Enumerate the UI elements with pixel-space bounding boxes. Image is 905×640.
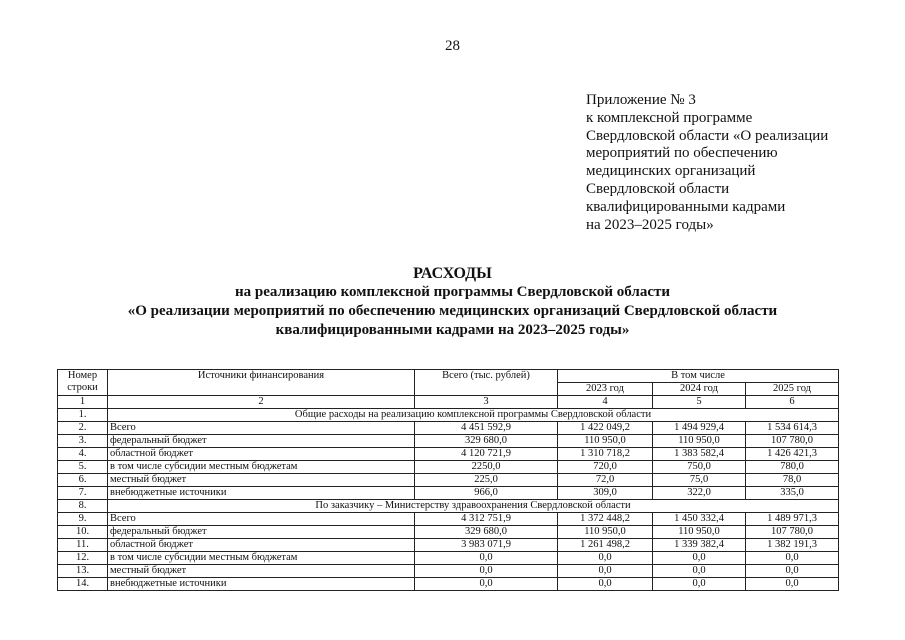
total-cell: 4 120 721,9 bbox=[415, 448, 558, 461]
header-2024: 2024 год bbox=[653, 383, 746, 396]
row-number-cell: 14. bbox=[58, 578, 108, 591]
total-cell: 2250,0 bbox=[415, 461, 558, 474]
source-cell: внебюджетные источники bbox=[108, 487, 415, 500]
table-row bbox=[58, 513, 839, 526]
header-including: В том числе bbox=[558, 370, 839, 383]
title-line: на реализацию комплексной программы Свердловской области bbox=[234, 284, 671, 300]
year-2024-cell: 75,0 bbox=[653, 474, 746, 487]
source-cell: местный бюджет bbox=[108, 474, 415, 487]
year-2023-cell: 309,0 bbox=[558, 487, 653, 500]
table-row bbox=[58, 435, 839, 448]
total-cell: 329 680,0 bbox=[415, 526, 558, 539]
page-number: 28 bbox=[445, 38, 460, 54]
appendix-line: на 2023–2025 годы» bbox=[586, 216, 714, 233]
total-cell: 329 680,0 bbox=[415, 435, 558, 448]
source-cell: местный бюджет bbox=[108, 565, 415, 578]
appendix-line: квалифицированными кадрами bbox=[586, 198, 786, 215]
table-row bbox=[58, 474, 839, 487]
year-2025-cell: 780,0 bbox=[746, 461, 839, 474]
table-row bbox=[58, 461, 839, 474]
total-cell: 4 451 592,9 bbox=[415, 422, 558, 435]
year-2025-cell: 1 489 971,3 bbox=[746, 513, 839, 526]
year-2025-cell: 0,0 bbox=[746, 552, 839, 565]
year-2025-cell: 107 780,0 bbox=[746, 526, 839, 539]
table-section-row bbox=[58, 409, 839, 422]
year-2025-cell: 1 534 614,3 bbox=[746, 422, 839, 435]
appendix-line: Свердловской области bbox=[586, 180, 730, 197]
year-2025-cell: 1 382 191,3 bbox=[746, 539, 839, 552]
header-source: Источники финансирования bbox=[108, 370, 415, 396]
table-row bbox=[58, 565, 839, 578]
table-body bbox=[58, 409, 839, 591]
row-number-cell: 13. bbox=[58, 565, 108, 578]
table-row bbox=[58, 578, 839, 591]
appendix-line: к комплексной программе bbox=[586, 109, 753, 126]
table-row bbox=[58, 422, 839, 435]
year-2025-cell: 1 426 421,3 bbox=[746, 448, 839, 461]
year-2023-cell: 72,0 bbox=[558, 474, 653, 487]
source-cell: областной бюджет bbox=[108, 448, 415, 461]
year-2023-cell: 1 422 049,2 bbox=[558, 422, 653, 435]
table-row bbox=[58, 487, 839, 500]
total-cell: 0,0 bbox=[415, 552, 558, 565]
year-2024-cell: 0,0 bbox=[653, 578, 746, 591]
section-title-cell: По заказчику – Министерству здравоохранения Свердловской области bbox=[108, 500, 839, 513]
row-number-cell: 6. bbox=[58, 474, 108, 487]
header-total: Всего (тыс. рублей) bbox=[415, 370, 558, 396]
header-2025: 2025 год bbox=[746, 383, 839, 396]
year-2024-cell: 750,0 bbox=[653, 461, 746, 474]
appendix-line: медицинских организаций bbox=[586, 163, 756, 180]
column-number: 2 bbox=[108, 396, 415, 409]
appendix-line: Свердловской области «О реализации bbox=[586, 127, 829, 144]
year-2024-cell: 0,0 bbox=[653, 565, 746, 578]
year-2023-cell: 110 950,0 bbox=[558, 435, 653, 448]
year-2024-cell: 1 494 929,4 bbox=[653, 422, 746, 435]
year-2024-cell: 1 450 332,4 bbox=[653, 513, 746, 526]
row-number-cell: 10. bbox=[58, 526, 108, 539]
appendix-line: мероприятий по обеспечению bbox=[586, 145, 778, 162]
total-cell: 4 312 751,9 bbox=[415, 513, 558, 526]
year-2023-cell: 1 310 718,2 bbox=[558, 448, 653, 461]
year-2023-cell: 1 261 498,2 bbox=[558, 539, 653, 552]
row-number-cell: 5. bbox=[58, 461, 108, 474]
year-2024-cell: 110 950,0 bbox=[653, 526, 746, 539]
table-row bbox=[58, 552, 839, 565]
year-2025-cell: 107 780,0 bbox=[746, 435, 839, 448]
table-row bbox=[58, 448, 839, 461]
column-number: 5 bbox=[653, 396, 746, 409]
year-2025-cell: 78,0 bbox=[746, 474, 839, 487]
total-cell: 0,0 bbox=[415, 578, 558, 591]
year-2023-cell: 0,0 bbox=[558, 552, 653, 565]
document-title bbox=[0, 264, 905, 340]
row-number-cell: 2. bbox=[58, 422, 108, 435]
appendix-note bbox=[586, 92, 828, 234]
year-2024-cell: 0,0 bbox=[653, 552, 746, 565]
source-cell: федеральный бюджет bbox=[108, 526, 415, 539]
appendix-line: Приложение № 3 bbox=[586, 92, 696, 108]
header-2023: 2023 год bbox=[558, 383, 653, 396]
year-2023-cell: 0,0 bbox=[558, 565, 653, 578]
year-2025-cell: 0,0 bbox=[746, 565, 839, 578]
year-2024-cell: 110 950,0 bbox=[653, 435, 746, 448]
section-title-cell: Общие расходы на реализацию комплексной программы Свердловской области bbox=[108, 409, 839, 422]
source-cell: в том числе субсидии местным бюджетам bbox=[108, 552, 415, 565]
source-cell: внебюджетные источники bbox=[108, 578, 415, 591]
source-cell: Всего bbox=[108, 513, 415, 526]
source-cell: федеральный бюджет bbox=[108, 435, 415, 448]
title-line: «О реализации мероприятий по обеспечению медицинских организаций Свердловской области bbox=[127, 303, 778, 319]
row-number-cell: 1. bbox=[58, 409, 108, 422]
column-number: 4 bbox=[558, 396, 653, 409]
table-row bbox=[58, 526, 839, 539]
column-number: 3 bbox=[415, 396, 558, 409]
row-number-cell: 9. bbox=[58, 513, 108, 526]
year-2023-cell: 110 950,0 bbox=[558, 526, 653, 539]
row-number-cell: 8. bbox=[58, 500, 108, 513]
year-2023-cell: 1 372 448,2 bbox=[558, 513, 653, 526]
source-cell: в том числе субсидии местным бюджетам bbox=[108, 461, 415, 474]
header-row-number: Номер строки bbox=[58, 370, 108, 396]
table-section-row bbox=[58, 500, 839, 513]
year-2024-cell: 1 339 382,4 bbox=[653, 539, 746, 552]
row-number-cell: 12. bbox=[58, 552, 108, 565]
title-line: квалифицированными кадрами на 2023–2025 годы» bbox=[275, 322, 630, 338]
column-number: 1 bbox=[58, 396, 108, 409]
year-2025-cell: 335,0 bbox=[746, 487, 839, 500]
source-cell: Всего bbox=[108, 422, 415, 435]
title-main: РАСХОДЫ bbox=[413, 265, 492, 282]
total-cell: 3 983 071,9 bbox=[415, 539, 558, 552]
year-2025-cell: 0,0 bbox=[746, 578, 839, 591]
table-row bbox=[58, 539, 839, 552]
year-2023-cell: 0,0 bbox=[558, 578, 653, 591]
year-2024-cell: 1 383 582,4 bbox=[653, 448, 746, 461]
year-2023-cell: 720,0 bbox=[558, 461, 653, 474]
year-2024-cell: 322,0 bbox=[653, 487, 746, 500]
row-number-cell: 11. bbox=[58, 539, 108, 552]
expenses-table bbox=[57, 369, 839, 591]
row-number-cell: 7. bbox=[58, 487, 108, 500]
column-number: 6 bbox=[746, 396, 839, 409]
row-number-cell: 3. bbox=[58, 435, 108, 448]
total-cell: 966,0 bbox=[415, 487, 558, 500]
source-cell: областной бюджет bbox=[108, 539, 415, 552]
total-cell: 0,0 bbox=[415, 565, 558, 578]
total-cell: 225,0 bbox=[415, 474, 558, 487]
row-number-cell: 4. bbox=[58, 448, 108, 461]
